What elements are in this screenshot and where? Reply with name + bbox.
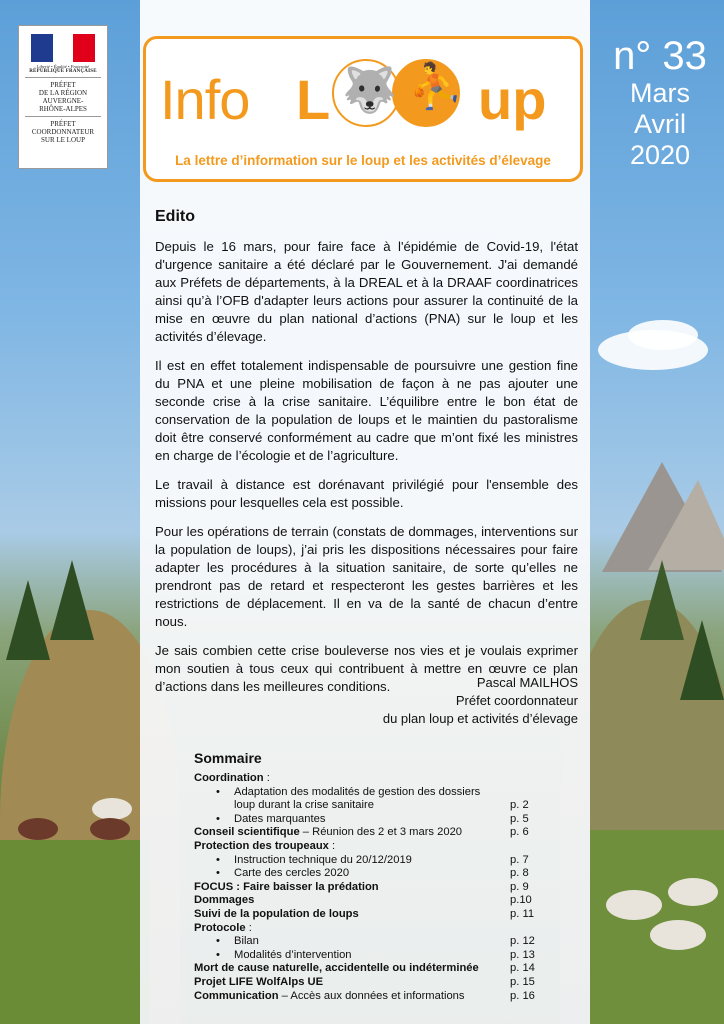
toc-entry-bold: Coordination (194, 772, 264, 784)
region-line: AUVERGNE- (42, 97, 84, 105)
toc-page-number: p. 11 (510, 907, 535, 920)
toc-entry-text: : (245, 921, 252, 934)
toc-page-number: p. 7 (510, 853, 529, 866)
toc-entry[interactable] (194, 894, 544, 908)
toc-title: Sommaire (194, 750, 262, 766)
toc-entry-label (194, 894, 510, 908)
toc-entry-label (194, 922, 510, 936)
toc-page-number: p. 13 (510, 948, 535, 961)
table-of-contents (194, 750, 544, 1003)
signature-name: Pascal MAILHOS (476, 675, 578, 690)
toc-entry[interactable] (194, 772, 544, 786)
toc-entry-label (194, 786, 510, 800)
toc-page-number: p. 16 (510, 989, 535, 1002)
toc-entry-bold: Conseil scientifique (194, 826, 300, 839)
republic-motto: Liberté • Égalité • Fraternité (36, 64, 90, 69)
issue-year: 2020 (629, 140, 691, 170)
banner-brand-up: up (478, 68, 547, 131)
toc-entry-text: : (328, 839, 336, 852)
toc-page-number: p. 8 (510, 867, 529, 880)
marianne-flag-icon (31, 34, 95, 62)
toc-entry-text: Bilan (234, 935, 259, 948)
toc-entry-text: Modalités d’intervention (234, 948, 352, 961)
shepherd-icon: ⛹ (408, 62, 463, 111)
region-line: RHÔNE-ALPES (39, 105, 87, 113)
banner-brand-l: L (296, 68, 331, 131)
toc-page-number: p. 12 (510, 935, 535, 948)
edito-paragraph: Pour les opérations de terrain (constats de dommages, interventions sur la population de loups), j’ai pris les dispositions nécessaires pour faire adapter les procédures à la situation sanitaire, de sorte qu’elles ne prendront pas de retard et respecteront les gestes barrières et les restrictions de déplacement. Il en va de la santé de chacun d’entre nous. (155, 524, 578, 629)
toc-entry-label (194, 908, 510, 922)
banner-info-text: Info (160, 68, 250, 131)
toc-entry-text: – Réunion des 2 et 3 mars 2020 (299, 826, 463, 839)
toc-entry-bold: Protection des troupeaux (194, 839, 329, 852)
coord-line: SUR LE LOUP (41, 136, 85, 144)
issue-number: n° 33 (613, 34, 707, 78)
toc-entry-bold: Communication (194, 989, 279, 1002)
toc-entry-text: : (263, 772, 270, 784)
toc-entry-bold: Suivi de la population de loups (194, 907, 359, 920)
toc-entry[interactable] (194, 867, 544, 881)
issue-block (600, 34, 720, 171)
sheep (90, 818, 130, 840)
edito-paragraph: Il est en effet totalement indispensable de poursuivre une gestion fine du PNA et une pleine mobilisation de façon à ne pas ajouter une seconde crise à la crise sanitaire. L’équilibre entre le bon état de conservation de la population de loups et le maintien du pastoralisme doit être conservé conformément au cadre que m’ont fixé les ministres en charge de l’écologie et de l’agriculture. (155, 358, 578, 463)
region-line: PRÉFET (50, 81, 76, 89)
coord-line: COORDONNATEUR (31, 128, 95, 136)
toc-page-number: p. 14 (510, 962, 535, 975)
prefecture-logo (18, 25, 108, 169)
sheep (668, 878, 718, 906)
issue-month: Mars (630, 78, 690, 108)
toc-entry-label (194, 854, 510, 868)
toc-entry[interactable] (194, 840, 544, 854)
toc-entry-label (194, 949, 510, 963)
toc-entry-label (194, 813, 510, 827)
toc-page-number (510, 772, 544, 786)
toc-entry-bold: Protocole (194, 921, 246, 934)
toc-page-number: p. 9 (510, 880, 529, 893)
toc-page-number (510, 840, 544, 854)
edito-paragraph: Depuis le 16 mars, pour faire face à l'épidémie de Covid-19, l'état d'urgence sanitaire a été déclaré par le Gouvernement. J'ai demandé aux Préfets de départements, à la DREAL et à la DRAAF coordinatrices ainsi qu’à l’OFB d'adapter leurs actions pour assurer la continuité de la mise en œuvre du plan national d’actions (PNA) sur le loup et les activités d’élevage. (155, 239, 578, 344)
toc-entry-label (194, 840, 510, 854)
toc-entry[interactable] (194, 922, 544, 936)
signature-block (383, 674, 578, 728)
infoloup-banner (143, 36, 583, 182)
tree-left-2 (6, 580, 50, 660)
toc-entry-bold: Projet LIFE WolfAlps UE (194, 975, 324, 988)
toc-entry-text: – Accès aux données et informations (278, 989, 465, 1002)
toc-entry-text: loup durant la crise sanitaire (234, 799, 374, 812)
sheep (92, 798, 132, 820)
coord-line: PRÉFET (50, 120, 76, 128)
edito-paragraph: Je sais combien cette crise bouleverse nos vies et je voulais exprimer mon soutien à tous ceux qui contribuent à mettre en œuvre ce plan d’actions dans les meilleures conditions. (155, 643, 578, 694)
edito-paragraph: Le travail à distance est dorénavant privilégié pour l'ensemble des missions pour lesquelles cela est possible. (155, 477, 578, 510)
toc-entry[interactable] (194, 935, 544, 949)
toc-entry[interactable] (194, 990, 544, 1004)
toc-entry-label (194, 826, 510, 840)
signature-title: du plan loup et activités d’élevage (382, 711, 578, 726)
toc-entry-text: Carte des cercles 2020 (234, 867, 350, 880)
toc-page-number (510, 786, 544, 800)
toc-entry-label (194, 881, 510, 895)
toc-entry[interactable] (194, 799, 544, 813)
toc-entry-text: Dates marquantes (234, 812, 326, 825)
toc-entry-label (194, 990, 510, 1004)
howling-wolf-icon: 🐺 (342, 66, 397, 115)
toc-entry-bold: Mort de cause naturelle, accidentelle ou indéterminée (194, 962, 479, 975)
toc-entry[interactable] (194, 881, 544, 895)
toc-page-number: p.10 (510, 894, 532, 907)
banner-tagline: La lettre d’information sur le loup et les activités d’élevage (175, 153, 551, 168)
toc-entry-text: Adaptation des modalités de gestion des dossiers (234, 785, 481, 798)
toc-page-number: p. 2 (510, 799, 529, 812)
toc-entry-label (194, 962, 510, 976)
toc-entry[interactable] (194, 813, 544, 827)
toc-entry-label (194, 935, 510, 949)
sheep (606, 890, 662, 920)
toc-entry-label (194, 772, 510, 786)
edito-title: Edito (155, 208, 195, 225)
toc-page-number: p. 5 (510, 812, 529, 825)
toc-entry[interactable] (194, 908, 544, 922)
region-line: DE LA RÉGION (38, 89, 88, 97)
issue-month: Avril (633, 109, 686, 139)
tree-right-2 (680, 620, 724, 700)
toc-entry[interactable] (194, 854, 544, 868)
toc-entry[interactable] (194, 786, 544, 800)
toc-entry-label (194, 976, 510, 990)
signature-title: Préfet coordonnateur (455, 693, 578, 708)
toc-entry-bold: FOCUS : Faire baisser la prédation (194, 880, 379, 893)
meadow-left (0, 840, 150, 1024)
toc-entry[interactable] (194, 949, 544, 963)
toc-entry-text: Instruction technique du 20/12/2019 (234, 853, 412, 866)
republic-name: RÉPUBLIQUE FRANÇAISE (29, 69, 97, 74)
sheep (650, 920, 706, 950)
tree-left (50, 560, 94, 640)
edito-section (155, 208, 578, 707)
toc-entry[interactable] (194, 962, 544, 976)
toc-entry[interactable] (194, 826, 544, 840)
toc-page-number: p. 6 (510, 826, 529, 839)
toc-entry-label (194, 799, 510, 813)
toc-entry-bold: Dommages (194, 894, 255, 907)
toc-page-number (510, 922, 544, 936)
tree-right (640, 560, 684, 640)
toc-entry-label (194, 867, 510, 881)
toc-page-number: p. 15 (510, 975, 535, 988)
toc-entry[interactable] (194, 976, 544, 990)
sheep (18, 818, 58, 840)
